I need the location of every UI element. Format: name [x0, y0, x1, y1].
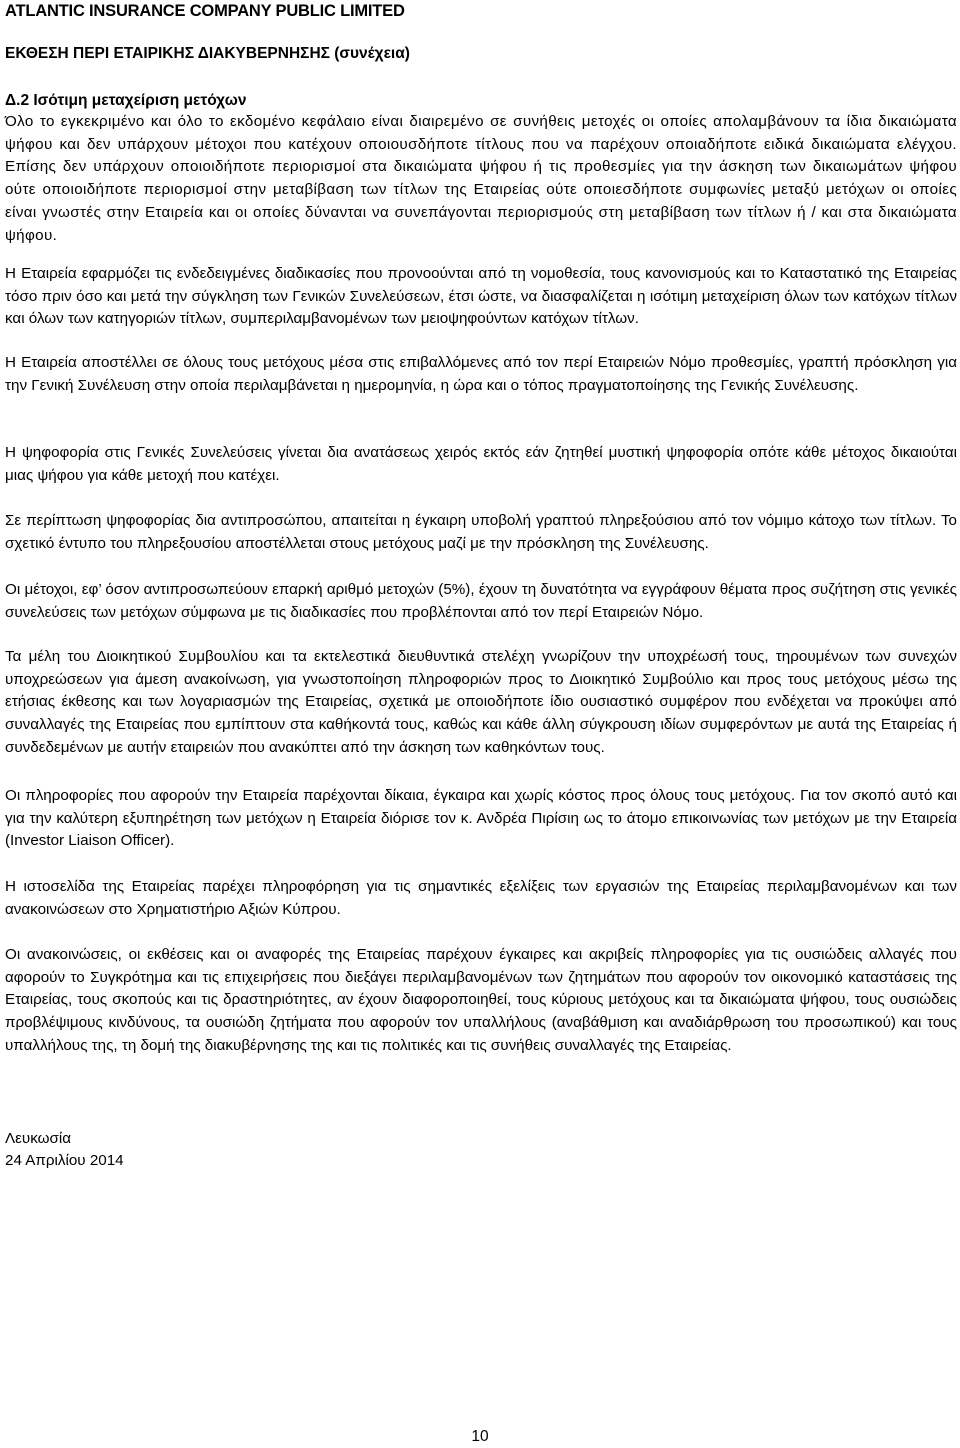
paragraph-proxy-voting: Σε περίπτωση ψηφοφορίας δια αντιπροσώπου, απαιτείται η έγκαιρη υποβολή γραπτού πληρεξούσιου από τον νόμιμο κάτοχο των τίτλων. Το σχετικό έντυπο του πληρεξουσίου αποστέλλεται στους μετόχους μαζί με την πρόσκληση της Συνέλευσης. [5, 512, 957, 552]
paragraph-share-rights: Όλο το εγκεκριμένο και όλο το εκδομένο κεφάλαιο είναι διαιρεμένο σε συνήθεις μετοχές οι οποίες απολαμβάνουν τα ίδια δικαιώματα ψήφου και δεν υπάρχουν μέτοχοι που κατέχουν οποιουσδήποτε τίτλους που να παρέχουν οποιαδήποτε ειδικά δικαιώματα ελέγχου. Επίσης δεν υπάρχουν οποιοιδήποτε περιορισμοί στα δικαιώματα ψήφου ή τις προθεσμίες για την άσκηση των δικαιωμάτων ψήφου ούτε οποιοιδήποτε περιορισμοί στην μεταβίβαση των τίτλων της Εταιρείας ούτε οποιεσδήποτε συμφωνίες μεταξύ μετόχων οι οποίες είναι γνωστές στην Εταιρεία και οι οποίες δύνανται να συνεπάγονται περιορισμούς στη μεταβίβαση των τίτλων ή / και στα δικαιώματα ψήφου. [5, 113, 957, 244]
paragraph-voting: Η ψηφοφορία στις Γενικές Συνελεύσεις γίνεται δια ανατάσεως χειρός εκτός εάν ζητηθεί μυστική ψηφοφορία οπότε κάθε μέτοχος δικαιούται μιας ψήφου για κάθε μετοχή που κατέχει. [5, 444, 957, 484]
paragraph-board-disclosures: Τα μέλη του Διοικητικού Συμβουλίου και τα εκτελεστικά διευθυντικά στελέχη γνωρίζουν την υποχρέωσή τους, τηρουμένων των συνεχών υποχρεώσεων για άμεση ανακοίνωση, για γνωστοποίηση πληροφοριών προς το Διοικητικό Συμβούλιο και προς τους μετόχους μέσω της ετήσιας έκθεσης και των λογαριασμών της Εταιρείας, σχετικά με οποιοδήποτε ίδιο ουσιαστικό συμφέρον που ενδέχεται να προκύψει από συναλλαγές της Εταιρείας που εμπίπτουν στα καθήκοντά τους, καθώς και κάθε άλλη σύγκρουση ιδίων συμφερόντων με αυτά της Εταιρείας ή συνδεδεμένων με αυτήν εταιρειών που ανακύπτει από την άσκηση των καθηκόντων τους. [5, 648, 957, 756]
signature-date: 24 Απριλίου 2014 [5, 1152, 124, 1169]
paragraph-equal-treatment: Η Εταιρεία εφαρμόζει τις ενδεδειγμένες διαδικασίες που προνοούνται από τη νομοθεσία, τους κανονισμούς και το Καταστατικό της Εταιρείας τόσο πριν όσο και μετά την σύγκληση των Γενικών Συνελεύσεων, έτσι ώστε, να διασφαλίζεται η ισότιμη μεταχείριση όλων των κατόχων τίτλων και όλων των κατηγοριών τίτλων, συμπεριλαμβανομένων των μειοψηφούντων κατόχων τίτλων. [5, 265, 957, 328]
paragraph-meeting-invitation: Η Εταιρεία αποστέλλει σε όλους τους μετόχους μέσα στις επιβαλλόμενες από τον περί Εταιρειών Νόμο προθεσμίες, γραπτή πρόσκληση για την Γενική Συνέλευση στην οποία περιλαμβάνεται η ημερομηνία, η ώρα και ο τόπος πραγματοποίησης της Γενικής Συνέλευσης. [5, 354, 957, 394]
paragraph-website: Η ιστοσελίδα της Εταιρείας παρέχει πληροφόρηση για τις σημαντικές εξελίξεις των εργασιών της Εταιρείας περιλαμβανομένων και των ανακοινώσεων στο Χρηματιστήριο Αξιών Κύπρου. [5, 878, 957, 918]
signature-place: Λευκωσία [5, 1130, 72, 1147]
company-name: ATLANTIC INSURANCE COMPANY PUBLIC LIMITED [5, 2, 405, 20]
paragraph-agenda-items: Οι μέτοχοι, εφ’ όσον αντιπροσωπεύουν επαρκή αριθμό μετοχών (5%), έχουν τη δυνατότητα να εγγράφουν θέματα προς συζήτηση στις γενικές συνελεύσεις των μετόχων σύμφωνα με τις διαδικασίες που προβλέπονται από τον περί Εταιρειών Νόμο. [5, 581, 957, 621]
section-heading: Δ.2 Ισότιμη μεταχείριση μετόχων [5, 92, 247, 109]
paragraph-announcements: Οι ανακοινώσεις, οι εκθέσεις και οι αναφορές της Εταιρείας παρέχουν έγκαιρες και ακριβείς πληροφορίες για τις ουσιώδεις αλλαγές που αφορούν το Συγκρότημα και τις επιχειρήσεις που διεξάγει περιλαμβανομένων των ζητημάτων που αφορούν τον οικονομικό καταστάσεις της Εταιρείας, τους σκοπούς και τις δραστηριότητες, αν έχουν διαφοροποιηθεί, τους κύριους μετόχους και τα δικαιώματα ψήφου, τους ουσιώδεις προβλέψιμους κινδύνους, τα ουσιώδη ζητήματα που αφορούν τον υπαλλήλους (αναβάθμιση και αναδιάρθρωση του προσωπικού) και τους υπαλλήλους της, τη δομή της διακυβέρνησης της και τις πολιτικές και τις συνήθεις συναλλαγές της Εταιρείας. [5, 946, 957, 1054]
page-number: 10 [471, 1428, 489, 1445]
paragraph-investor-liaison: Οι πληροφορίες που αφορούν την Εταιρεία παρέχονται δίκαια, έγκαιρα και χωρίς κόστος προς όλους τους μετόχους. Για τον σκοπό αυτό και για την καλύτερη εξυπηρέτηση των μετόχων η Εταιρεία διόρισε τον κ. Ανδρέα Πιρίσιη ως το άτομο επικοινωνίας των μετόχων με την Εταιρεία (Investor Liaison Officer). [5, 787, 957, 850]
report-title: ΕΚΘΕΣΗ ΠΕΡΙ ΕΤΑΙΡΙΚΗΣ ΔΙΑΚΥΒΕΡΝΗΣΗΣ (συνέχεια) [5, 45, 410, 62]
